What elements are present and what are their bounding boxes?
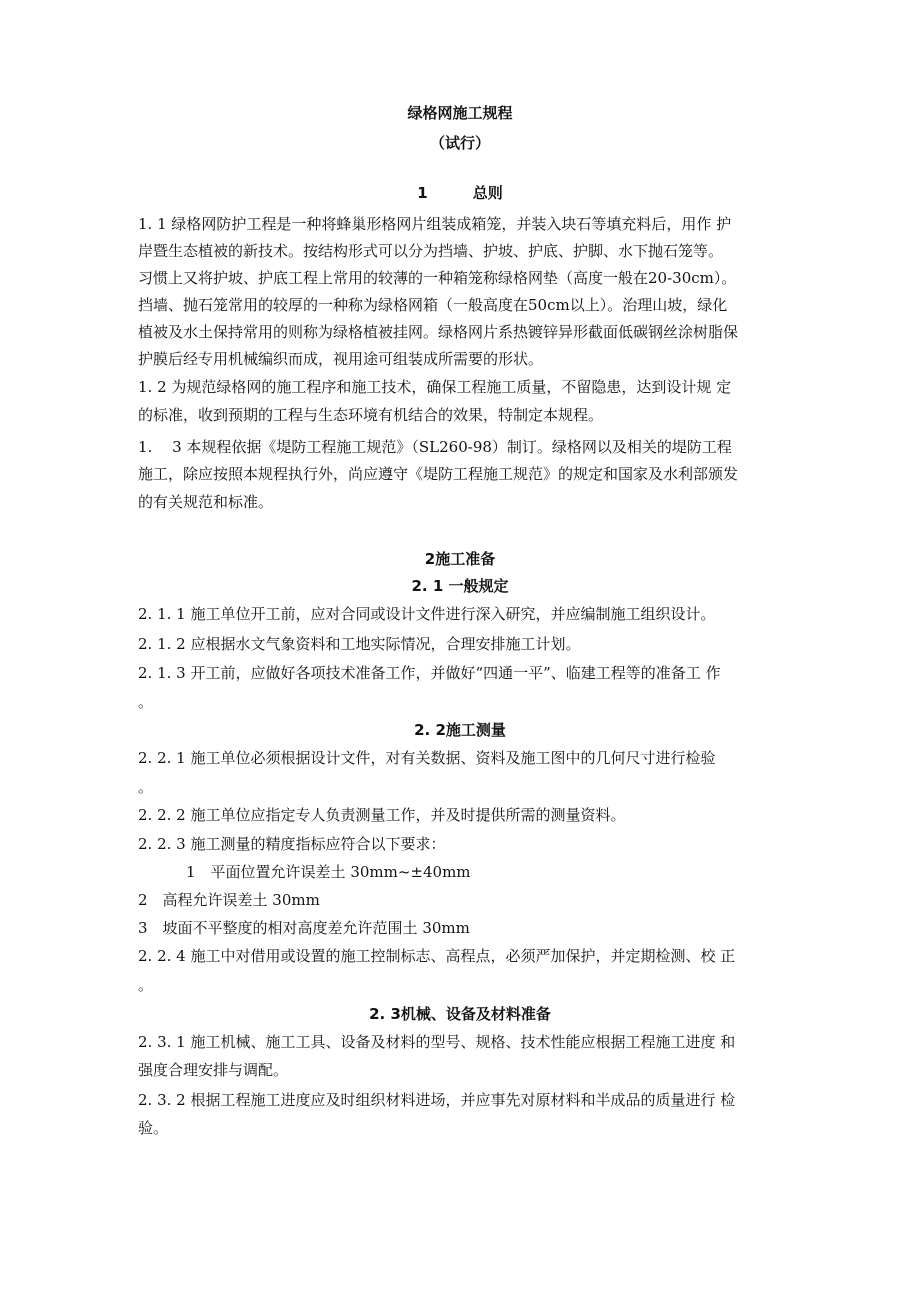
paragraph-line: 2. 1. 2 应根据水文气象资料和工地实际情况，合理安排施工计划。: [138, 635, 581, 653]
section-2-heading: 2施工准备: [424, 550, 496, 568]
paragraph-line: 施工，除应按照本规程执行外，尚应遵守《堤防工程施工规范》的规定和国家及水利部颁发: [138, 465, 739, 483]
paragraph-line: 2. 2. 3 施工测量的精度指标应符合以下要求：: [138, 835, 446, 853]
paragraph-line: 2. 2. 2 施工单位应指定专人负责测量工作，并及时提供所需的测量资料。: [138, 806, 626, 824]
paragraph-line: 2. 2. 4 施工中对借用或设置的施工控制标志、高程点，必须严加保护，并定期检测、校 正: [138, 947, 736, 965]
requirement-item: 1 平面位置允许误差土 30mm~±40mm: [186, 863, 471, 881]
section-2-1-heading: 2. 1 一般规定: [411, 577, 509, 595]
section-1-heading: 1 总则: [417, 184, 503, 202]
paragraph-line: 。: [138, 778, 154, 796]
paragraph-line: 1. 2 为规范绿格网的施工程序和施工技术，确保工程施工质量，不留隐患，达到设计规 定: [138, 378, 732, 396]
paragraph-line: 2. 3. 2 根据工程施工进度应及时组织材料进场，并应事先对原材料和半成品的质量进行 检: [138, 1091, 736, 1109]
paragraph-line: 1. 1 绿格网防护工程是一种将蜂巢形格网片组装成箱笼，并装入块石等填充料后，用作 护: [138, 215, 732, 233]
document-subtitle: （试行）: [429, 134, 490, 152]
requirement-item: 2 高程允许误差土 30mm: [138, 891, 320, 909]
paragraph-line: 。: [138, 693, 154, 711]
section-2-2-heading: 2. 2施工测量: [414, 721, 506, 739]
paragraph-line: 的有关规范和标准。: [138, 493, 274, 511]
paragraph-line: 2. 3. 1 施工机械、施工工具、设备及材料的型号、规格、技术性能应根据工程施工进度 和: [138, 1033, 736, 1051]
paragraph-line: 护膜后经专用机械编织而成，视用途可组装成所需要的形状。: [138, 350, 544, 368]
paragraph-line: 习惯上又将护坡、护底工程上常用的较薄的一种箱笼称绿格网垫（高度一般在20-30cm）。: [138, 269, 737, 287]
paragraph-line: 植被及水土保持常用的则称为绿格植被挂网。绿格网片系热镀锌异形截面低碳钢丝涂树脂保: [138, 323, 739, 341]
paragraph-line: 2. 2. 1 施工单位必须根据设计文件，对有关数据、资料及施工图中的几何尺寸进行检验: [138, 749, 716, 767]
paragraph-line: 。: [138, 976, 154, 994]
paragraph-line: 2. 1. 3 开工前，应做好各项技术准备工作，并做好“四通一平”、临建工程等的准备工 作: [138, 664, 721, 682]
paragraph-line: 挡墙、抛石笼常用的较厚的一种称为绿格网箱（一般高度在50cm以上）。治理山坡，绿化: [138, 296, 728, 314]
paragraph-line: 验。: [138, 1119, 169, 1137]
paragraph-line: 的标准，收到预期的工程与生态环境有机结合的效果，特制定本规程。: [138, 406, 604, 424]
document-title: 绿格网施工规程: [407, 104, 513, 122]
paragraph-line: 岸暨生态植被的新技术。按结构形式可以分为挡墙、护坡、护底、护脚、水下抛石笼等。: [138, 242, 724, 260]
paragraph-line: 2. 1. 1 施工单位开工前，应对合同或设计文件进行深入研究，并应编制施工组织设计。: [138, 605, 716, 623]
section-2-3-heading: 2. 3机械、设备及材料准备: [369, 1005, 551, 1023]
paragraph-line: 1. 3 本规程依据《堤防工程施工规范》（SL260-98）制订。绿格网以及相关的堤防工程: [138, 438, 732, 456]
requirement-item: 3 坡面不平整度的相对高度差允许范围土 30mm: [138, 919, 470, 937]
paragraph-line: 强度合理安排与调配。: [138, 1061, 289, 1079]
